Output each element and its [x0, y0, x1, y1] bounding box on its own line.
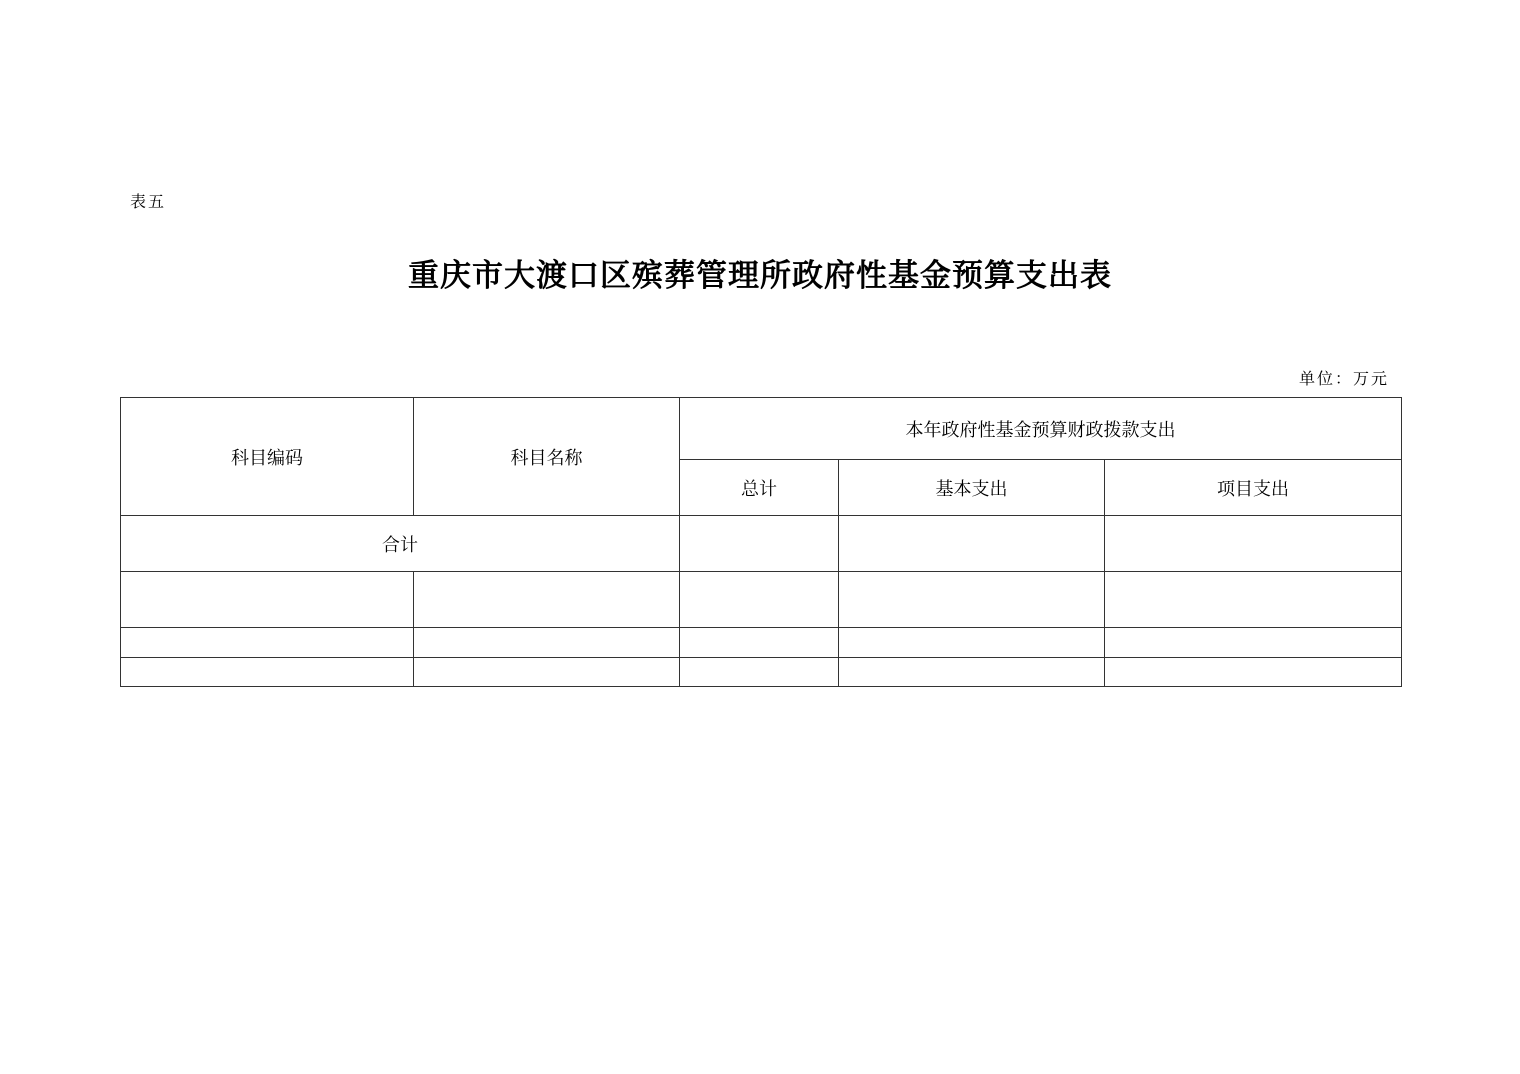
document-title: 重庆市大渡口区殡葬管理所政府性基金预算支出表	[408, 258, 1112, 294]
table-number-label: 表五	[130, 192, 167, 211]
row-total-cell	[680, 572, 839, 628]
header-row-1	[121, 398, 1402, 460]
table-row	[121, 628, 1402, 658]
table-row	[121, 572, 1402, 628]
row-name-cell	[414, 658, 680, 687]
table-row	[121, 658, 1402, 687]
row-project-cell	[1105, 658, 1402, 687]
total-row-basic-cell	[839, 516, 1105, 572]
row-code-cell	[121, 628, 414, 658]
header-total: 总计	[680, 460, 839, 516]
header-basic-expenditure: 基本支出	[839, 460, 1105, 516]
row-project-cell	[1105, 572, 1402, 628]
header-project-expenditure: 项目支出	[1105, 460, 1402, 516]
row-basic-cell	[839, 628, 1105, 658]
total-row-total-cell	[680, 516, 839, 572]
total-row-label: 合计	[121, 516, 680, 572]
row-basic-cell	[839, 572, 1105, 628]
row-name-cell	[414, 572, 680, 628]
budget-expenditure-table	[120, 397, 1402, 687]
row-code-cell	[121, 572, 414, 628]
row-total-cell	[680, 628, 839, 658]
row-code-cell	[121, 658, 414, 687]
unit-label: 单位：万元	[1298, 369, 1389, 388]
row-name-cell	[414, 628, 680, 658]
header-subject-code: 科目编码	[121, 398, 414, 516]
header-subject-name: 科目名称	[414, 398, 680, 516]
total-row	[121, 516, 1402, 572]
total-row-project-cell	[1105, 516, 1402, 572]
row-project-cell	[1105, 628, 1402, 658]
header-fund-expenditure-group: 本年政府性基金预算财政拨款支出	[680, 398, 1402, 460]
row-total-cell	[680, 658, 839, 687]
row-basic-cell	[839, 658, 1105, 687]
